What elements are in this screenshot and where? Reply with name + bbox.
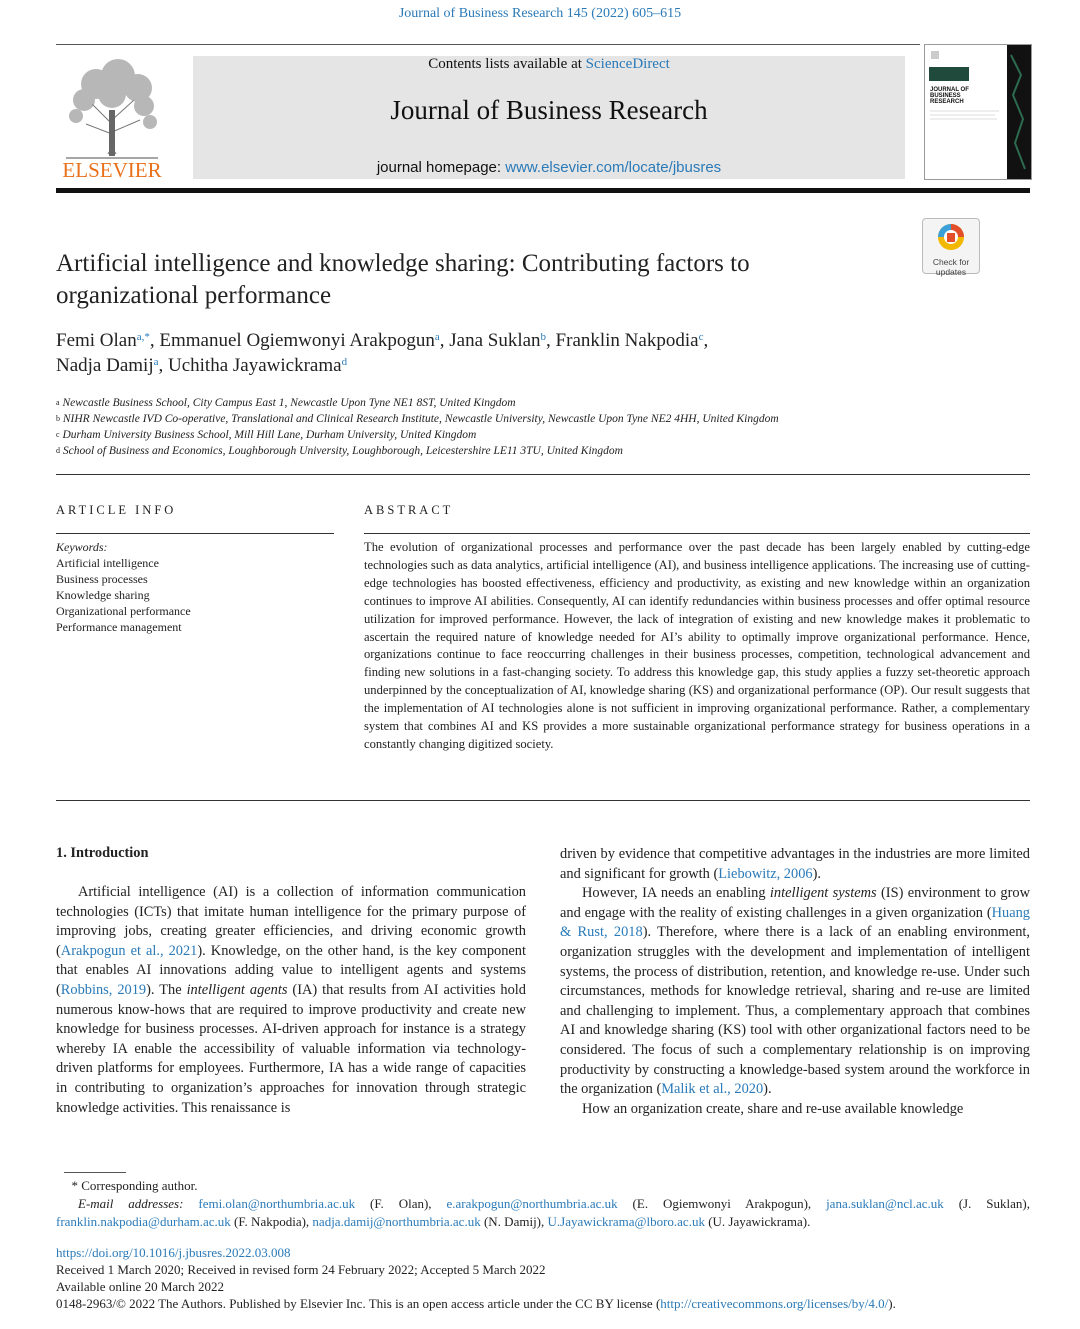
text-run: ). The	[146, 981, 187, 998]
journal-citation[interactable]: Journal of Business Research 145 (2022) 605–615	[398, 6, 682, 21]
affiliation	[56, 395, 1016, 411]
corresponding-author-note	[56, 1177, 1030, 1195]
affiliation-text: NIHR Newcastle IVD Co-operative, Translational and Clinical Research Institute, Newcastle University, Newcastle Upon Tyne NE2 4HH, United Kingdom	[62, 413, 779, 425]
elsevier-tree-icon	[56, 54, 168, 182]
check-updates-line2: updates	[935, 267, 967, 277]
email-link[interactable]: e.arakpogun@northumbria.ac.uk	[446, 1196, 618, 1211]
keyword: Artificial intelligence	[56, 556, 159, 570]
header-top-rule	[56, 44, 920, 45]
abstract-heading: ABSTRACT	[364, 503, 454, 517]
footnote-rule	[64, 1172, 126, 1173]
sciencedirect-link[interactable]: ScienceDirect	[585, 56, 670, 72]
corresponding-label: Corresponding author.	[81, 1178, 198, 1193]
article-info-rule	[56, 533, 334, 534]
contents-line	[193, 56, 905, 73]
emphasis: intelligent agents	[186, 981, 288, 998]
email-link[interactable]: franklin.nakpodia@durham.ac.uk	[56, 1214, 231, 1229]
keyword: Performance management	[56, 620, 182, 634]
affiliation-rule	[56, 474, 1030, 475]
text-run: ). Knowledge, on the other hand, is the key component that enables AI innovations adding value to intelligent agents and systems (	[56, 942, 526, 998]
elsevier-logo[interactable]	[56, 54, 168, 182]
received-dates: Received 1 March 2020; Received in revised form 24 February 2022; Accepted 5 March 2022	[56, 1262, 546, 1277]
keywords-label: Keywords:	[56, 540, 108, 554]
emphasis: intelligent systems	[769, 885, 877, 902]
homepage-prefix: journal homepage:	[376, 159, 506, 176]
crossmark-icon	[936, 222, 966, 252]
author-separator: ,	[703, 330, 709, 351]
footnotes	[56, 1177, 1030, 1231]
affiliation-key: d	[56, 446, 60, 455]
abstract-bottom-rule	[56, 800, 1030, 801]
author-name[interactable]: Emmanuel Ogiemwonyi Arakpogun	[159, 330, 435, 351]
citation-link[interactable]: Liebowitz, 2006	[718, 865, 813, 882]
paragraph	[560, 884, 1030, 1100]
publication-info	[56, 1244, 1030, 1312]
svg-text:JOURNAL OF: JOURNAL OF	[930, 87, 969, 93]
affiliation-text: Newcastle Business School, City Campus East 1, Newcastle Upon Tyne NE1 8ST, United Kingdom	[62, 397, 516, 409]
copyright-text: ).	[888, 1296, 896, 1311]
email-owner: (F. Olan),	[355, 1196, 447, 1211]
author-separator: ,	[149, 330, 160, 351]
article-info-heading: ARTICLE INFO	[56, 503, 177, 517]
author-separator: ,	[439, 330, 450, 351]
header-thick-rule	[56, 188, 1030, 193]
available-online: Available online 20 March 2022	[56, 1279, 224, 1294]
asterisk-marker: *	[71, 1178, 78, 1193]
author-name[interactable]: Jana Suklan	[449, 330, 541, 351]
paragraph: How an organization create, share and re-use available knowledge	[582, 1100, 964, 1117]
email-link[interactable]: femi.olan@northumbria.ac.uk	[198, 1196, 356, 1211]
email-link[interactable]: jana.suklan@ncl.ac.uk	[826, 1196, 944, 1211]
email-owner: (N. Damij),	[480, 1214, 548, 1229]
author-name[interactable]: Nadja Damij	[56, 355, 154, 376]
keyword: Organizational performance	[56, 604, 191, 618]
affiliation	[56, 411, 1016, 427]
svg-text:BUSINESS: BUSINESS	[930, 93, 961, 99]
check-for-updates-button[interactable]	[922, 218, 980, 277]
citation-link[interactable]: Arakpogun et al., 2021	[60, 942, 198, 959]
author-separator: ,	[546, 330, 556, 351]
email-addresses	[56, 1195, 1030, 1231]
author-list	[56, 328, 956, 378]
copyright-line	[56, 1295, 1030, 1312]
homepage-line	[193, 159, 905, 176]
body-column-left	[56, 883, 526, 1118]
text-run: Artificial intelligence (AI) is a collection of information communication technologies (ICTs) that imitate human intelligence for the primary purpose of improving jobs, creating greater efficiencies, and driving economic growth (	[56, 884, 526, 959]
author-name[interactable]: Franklin Nakpodia	[555, 330, 699, 351]
body-column-right	[560, 845, 1030, 1119]
author-name[interactable]: Femi Olan	[56, 330, 137, 351]
author-affiliation-marker[interactable]: b	[540, 331, 547, 343]
email-link[interactable]: U.Jayawickrama@lboro.ac.uk	[547, 1214, 705, 1229]
email-link[interactable]: nadja.damij@northumbria.ac.uk	[312, 1214, 481, 1229]
text-run: driven by evidence that competitive advantages in the industries are more limited and significant for growth (	[560, 846, 1030, 882]
keyword: Knowledge sharing	[56, 588, 150, 602]
affiliation-text: Durham University Business School, Mill Hill Lane, Durham University, United Kingdom	[62, 429, 477, 441]
affiliation	[56, 427, 1016, 443]
affiliation-text: School of Business and Economics, Loughborough University, Loughborough, Leicestershire LE11 3TU, United Kingdom	[62, 445, 623, 457]
affiliation-list	[56, 395, 1016, 459]
author-affiliation-marker[interactable]: a	[434, 331, 440, 343]
email-owner: (F. Nakpodia),	[230, 1214, 313, 1229]
author-affiliation-marker[interactable]: c	[698, 331, 704, 343]
svg-text:ELSEVIER: ELSEVIER	[62, 158, 162, 182]
citation-link[interactable]: Huang & Rust, 2018	[560, 904, 1030, 941]
abstract-rule	[364, 533, 1030, 534]
citation-link[interactable]: Malik et al., 2020	[661, 1081, 764, 1098]
affiliation-key: b	[56, 414, 60, 423]
section-heading-introduction: 1. Introduction	[56, 845, 149, 861]
doi-link[interactable]: https://doi.org/10.1016/j.jbusres.2022.03.008	[56, 1245, 291, 1260]
text-run: ).	[812, 865, 821, 882]
text-run: (IS) environment to grow and engage with the reality of existing challenges in a given organization (	[560, 885, 1030, 921]
author-separator: ,	[158, 355, 168, 376]
license-link[interactable]: http://creativecommons.org/licenses/by/4.0/	[660, 1296, 889, 1311]
author-name[interactable]: Uchitha Jayawickrama	[168, 355, 342, 376]
homepage-link[interactable]: www.elsevier.com/locate/jbusres	[505, 159, 722, 176]
keyword: Business processes	[56, 572, 148, 586]
email-owner: (J. Suklan),	[943, 1196, 1030, 1211]
email-owner: (E. Ogiemwonyi Arakpogun),	[617, 1196, 827, 1211]
email-label: E-mail addresses:	[78, 1196, 184, 1211]
journal-title: Journal of Business Research	[390, 95, 708, 125]
copyright-text: 0148-2963/© 2022 The Authors. Published by Elsevier Inc. This is an open access article under the CC BY license (	[56, 1296, 661, 1311]
journal-cover-thumbnail[interactable]	[924, 44, 1032, 180]
paragraph	[56, 883, 526, 1118]
cover-image	[925, 45, 1031, 179]
author-affiliation-marker[interactable]: a,*	[136, 331, 150, 343]
svg-text:RESEARCH: RESEARCH	[930, 99, 964, 105]
text-run: However, IA needs an enabling	[582, 885, 770, 902]
paragraph	[560, 845, 1030, 884]
affiliation-key: c	[56, 430, 60, 439]
text-run: (IA) that results from AI activities hold numerous know-hows that are required to improve productivity and create new knowledge for business processes. AI-driven approach for instance is a strategy whereby IA enable the accessibility of valuable information via technology-driven platforms for employees. Furthermore, IA has a wide range of capacities in contributing to organization’s approaches for innovation through strategic knowledge activities. This renaissance is	[56, 981, 526, 1116]
citation-link[interactable]: Robbins, 2019	[60, 981, 147, 998]
keywords-block	[56, 539, 336, 635]
article-title: Artificial intelligence and knowledge sharing: Contributing factors to organizational performance	[56, 250, 750, 309]
email-owner: (U. Jayawickrama).	[704, 1214, 811, 1229]
author-affiliation-marker[interactable]: a	[153, 356, 159, 368]
affiliation	[56, 443, 1016, 459]
text-run: ).	[763, 1081, 772, 1098]
contents-prefix: Contents lists available at	[428, 56, 586, 72]
author-affiliation-marker[interactable]: d	[341, 356, 348, 368]
check-updates-line1: Check for	[932, 257, 970, 267]
affiliation-key: a	[56, 398, 60, 407]
text-run: ). Therefore, where there is a lack of an enabling environment, organization struggles with the development and implementation of intelligent systems, the process of distribution, retention, and knowledge re-use. Under such circumstances, methods for knowledge retrieval, sharing and re-use are limited and challenging to implement. Thus, a complementary approach that combines AI and knowledge sharing (KS) tool with other organizational factors need to be considered. The focus of such a complementary relationship is on improving productivity by constructing a knowledge-based system around the workforce in the organization (	[560, 924, 1030, 1098]
abstract-text: The evolution of organizational processes and performance over the past decade has been largely enabled by cutting-edge technologies such as data analytics, artificial intelligence (AI), and business intelligence applications. The increasing use of cutting-edge technologies has boosted effectiveness, efficiency and productivity, as existing and new knowledge within an organization continues to improve AI abilities. Consequently, AI can identify redundancies within business processes and offer optimal resource utilization for improved performance. However, the lack of integration of existing and new knowledge makes it problematic to ascertain the required nature of knowledge needed for AI’s ability to optimally improve organizational performance. Hence, organizations continue to face reoccurring challenges in their business processes, competition, technological advancement and finding new solutions in a fast-changing society. To address this knowledge gap, this study applies a fuzzy set-theoretic approach underpinned by the conceptualization of AI, knowledge sharing (KS) and organizational performance (OP). Our result suggests that the implementation of AI technologies alone is not sufficient in improving organizational performance. Rather, a complementary system that combines AI and KS provides a more sustainable organizational performance strategy for business operations in a constantly changing digitized society.	[364, 540, 1030, 751]
